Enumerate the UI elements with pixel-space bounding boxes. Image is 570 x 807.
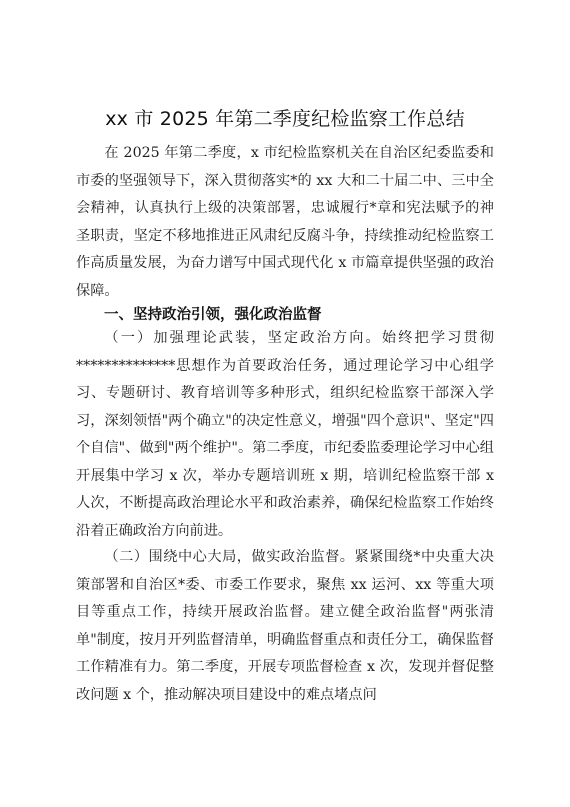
section-paragraph-1: （一）加强理论武装，坚定政治方向。始终把学习贯彻**************思想作为首要政治任务，通过理论学习中心组学习、专题研讨、教育培训等多种形式，组织纪检监察干部深入学习，深刻领悟"两个确立"的决定性意义，增强"四个意识"、坚定"四个自信"、做到"两个维护"。第二季度，市纪委监委理论学习中心组开展集中学习 x 次，举办专题培训班 x 期，培训纪检监察干部 x 人次，不断提高政治理论水平和政治素养，确保纪检监察工作始终沿着正确政治方向前进。 [76, 330, 494, 539]
document-title: xx 市 2025 年第二季度纪检监察工作总结 [105, 108, 465, 130]
section-paragraph-2: （二）围绕中心大局，做实政治监督。紧紧围绕*中央重大决策部署和自治区*委、市委工作要求，聚焦 xx 运河、xx 等重大项目等重点工作，持续开展政治监督。建立健全政治监督"两张清单"制度，按月开列监督清单，明确监督重点和责任分工，确保监督工作精准有力。第二季度，开展专项监督检查 x 次，发现并督促整改问题 x 个，推动解决项目建设中的难点堵点问 [76, 549, 494, 703]
intro-paragraph: 在 2025 年第二季度，x 市纪检监察机关在自治区纪委监委和市委的坚强领导下，深入贯彻落实*的 xx 大和二十届二中、三中全会精神，认真执行上级的决策部署，忠诚履行*章和宪法赋予的神圣职责，坚定不移地推进正风肃纪反腐斗争，持续推动纪检监察工作高质量发展，为奋力谱写中国式现代化 x 市篇章提供坚强的政治保障。 [76, 145, 494, 299]
section-heading: 一、坚持政治引领，强化政治监督 [104, 307, 322, 323]
